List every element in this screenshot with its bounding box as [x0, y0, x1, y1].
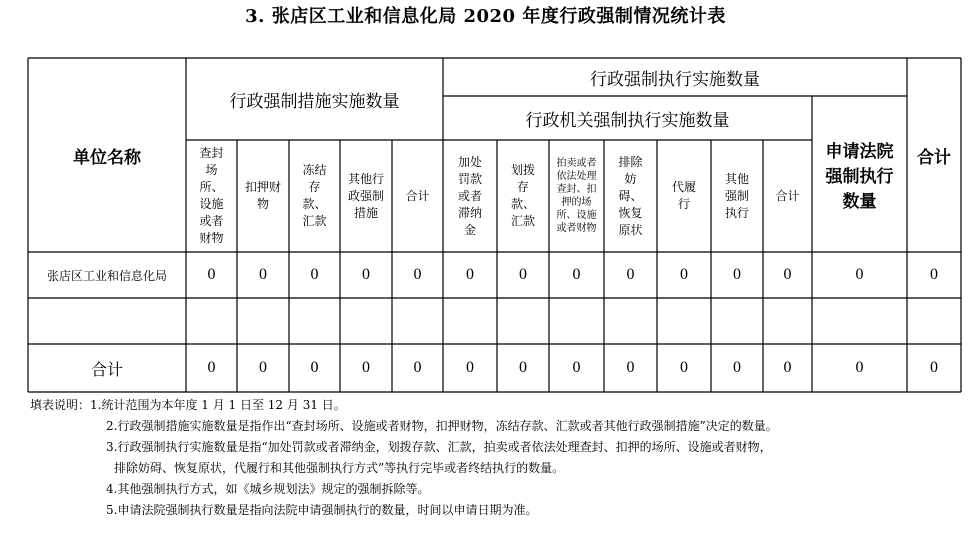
table-cell: [812, 298, 907, 344]
table-cell: 0: [572, 359, 581, 376]
table-cell: 0: [855, 266, 864, 283]
measures-col-header: 查封场所、设施或者财物: [199, 146, 224, 245]
agency-exec-col-header: 划拨存款、汇款: [510, 163, 535, 228]
table-cell: [763, 298, 812, 344]
table-cell: 0: [413, 359, 422, 376]
table-cell: 0: [519, 266, 527, 283]
court-exec-header: 申请法院强制执行数量: [825, 141, 894, 212]
agency-exec-col-header: 拍卖或者依法处理查封、扣押的场所、设施或者财物: [556, 158, 597, 234]
table-cell: 0: [733, 266, 741, 283]
page-title: 3. 张店区工业和信息化局 2020 年度行政强制情况统计表: [245, 6, 726, 27]
agency-exec-col-header: 代履行: [671, 180, 696, 211]
grand-total-header: 合计: [917, 147, 951, 168]
table-cell: 0: [362, 266, 370, 283]
measures-group-header: 行政强制措施实施数量: [229, 91, 400, 112]
table-cell: 0: [783, 359, 792, 376]
table-cell: 0: [783, 266, 792, 283]
measures-col-header: 扣押财物: [245, 180, 282, 211]
table-cell: 0: [626, 266, 635, 283]
table-cell: 0: [413, 266, 422, 283]
table-cell: [443, 298, 497, 344]
table-cell: 0: [466, 359, 474, 376]
table-cell: 0: [362, 359, 370, 376]
table-cell: 0: [680, 359, 688, 376]
table-cell: [340, 298, 392, 344]
note-line: 填表说明：1.统计范围为本年度 1 月 1 日至 12 月 31 日。: [30, 398, 346, 412]
table-notes: [30, 395, 960, 521]
table-cell: [657, 298, 711, 344]
table-cell: [711, 298, 763, 344]
agency-exec-col-header: 加处罚款或者滞纳金: [457, 154, 482, 237]
unit-name-header: 单位名称: [73, 147, 141, 168]
table-cell: 0: [466, 266, 474, 283]
measures-col-header: 其他行政强制措施: [348, 171, 385, 220]
table-cell: 0: [855, 359, 864, 376]
agency-exec-col-header: 排除妨碍、恢复原状: [618, 154, 643, 237]
table-cell: 0: [259, 359, 267, 376]
table-cell: 0: [519, 359, 527, 376]
note-line: 5.申请法院强制执行数量是指向法院申请强制执行的数量，时间以申请日期为准。: [106, 503, 538, 517]
table-cell: 0: [310, 359, 319, 376]
agency-exec-group-header: 行政机关强制执行实施数量: [525, 110, 730, 131]
table-cell: 0: [310, 266, 319, 283]
table-cell: 0: [207, 359, 216, 376]
table-cell: 0: [733, 359, 741, 376]
table-cell: [604, 298, 657, 344]
measures-col-header: 冻结存款、汇款: [302, 163, 327, 228]
table-cell: 0: [930, 359, 938, 376]
measures-col-header: 合计: [405, 188, 430, 203]
note-line: 2.行政强制措施实施数量是指作出“查封场所、设施或者财物，扣押财物，冻结存款、汇款或者其他行政强制措施”决定的数量。: [106, 419, 778, 433]
table-cell: 0: [680, 266, 688, 283]
table-cell: [392, 298, 443, 344]
table-cell: 0: [626, 359, 635, 376]
table-cell: [289, 298, 340, 344]
unit-name-cell: 张店区工业和信息化局: [46, 268, 167, 283]
table-cell: 0: [572, 266, 581, 283]
table-cell: [549, 298, 604, 344]
note-line: 排除妨碍、恢复原状，代履行和其他强制执行方式”等执行完毕或者终结执行的数量。: [114, 461, 565, 475]
table-cell: 0: [207, 266, 216, 283]
note-line: 4.其他强制执行方式，如《城乡规划法》规定的强制拆除等。: [106, 482, 430, 496]
table-cell: [186, 298, 237, 344]
agency-exec-col-header: 其他强制执行: [724, 171, 749, 220]
total-row-label: 合计: [90, 359, 123, 379]
table-cell: [907, 298, 961, 344]
table-cell: 0: [259, 266, 267, 283]
table-cell: 0: [930, 266, 938, 283]
unit-name-cell: [28, 298, 186, 344]
agency-exec-col-header: 合计: [775, 188, 800, 203]
note-line: 3.行政强制执行实施数量是指“加处罚款或者滞纳金，划拨存款、汇款，拍卖或者依法处理查封、扣押的场所、设施或者财物，: [106, 440, 772, 454]
table-cell: [237, 298, 289, 344]
exec-group-header: 行政强制执行实施数量: [590, 69, 760, 90]
table-cell: [497, 298, 549, 344]
